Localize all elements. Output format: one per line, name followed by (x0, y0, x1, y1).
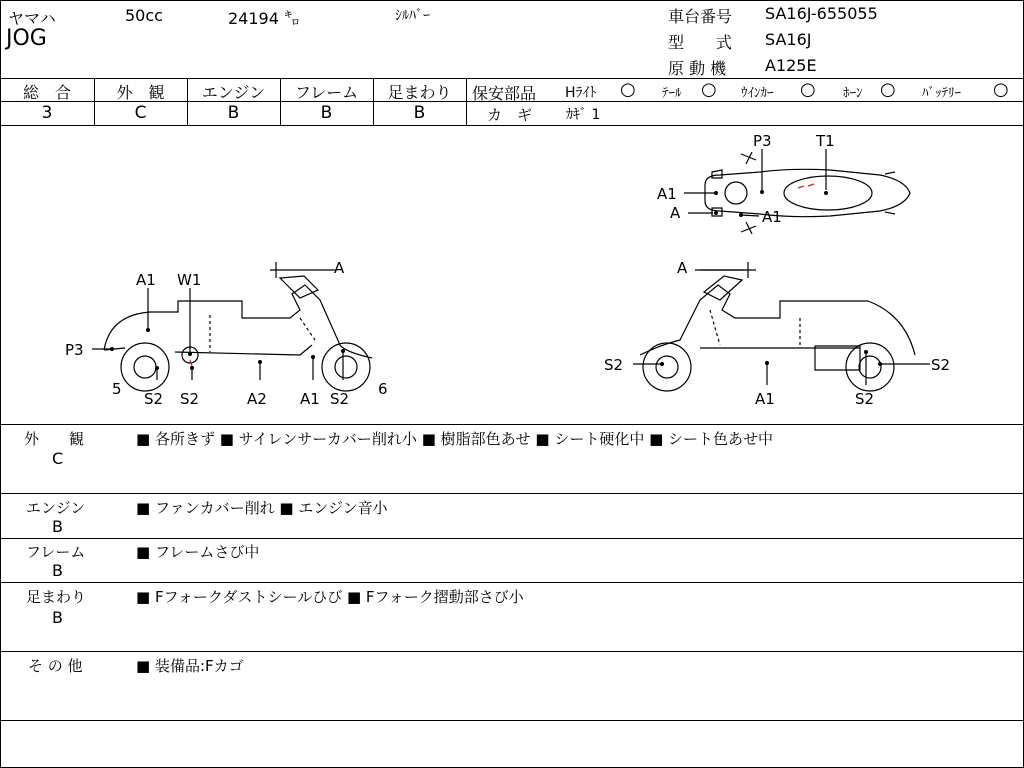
headlight-label: Hﾗｲﾄ (565, 85, 597, 101)
section-frame-label: フレーム (26, 543, 86, 561)
model-name: JOG (6, 26, 47, 51)
exterior-grade: C (134, 103, 147, 123)
section-engine-text: ■ ファンカバー削れ ■ エンジン音小 (136, 499, 388, 517)
suspension-grade: B (413, 103, 426, 123)
winker-label: ｳｲﾝｶｰ (741, 86, 774, 101)
section-suspension-grade: B (52, 608, 63, 627)
section-suspension-text: ■ Fフォークダストシールひび ■ Fフォーク摺動部さび小 (136, 588, 524, 606)
damage-diagram (0, 126, 1024, 424)
overall-grade: 3 (41, 103, 53, 123)
left-w1: W1 (177, 271, 202, 289)
frame-grade: B (320, 103, 333, 123)
left-5: 5 (112, 380, 122, 398)
top-a: A (670, 204, 681, 222)
suspension-label: 足まわり (387, 83, 452, 102)
safety-label: 保安部品 (472, 84, 537, 103)
frame-number-value: SA16J-655055 (765, 4, 878, 23)
right-s2c: S2 (855, 390, 875, 408)
engine-label: エンジン (201, 83, 266, 102)
left-p3: P3 (65, 341, 84, 359)
battery-label: ﾊﾞｯﾃﾘｰ (922, 86, 961, 101)
key-label: カ ギ (487, 106, 533, 124)
section-engine-grade: B (52, 517, 63, 536)
winker-ok-icon: ○ (800, 79, 816, 100)
scooter-top-view (705, 152, 910, 234)
section-suspension-label: 足まわり (26, 588, 87, 606)
section-other-label: そ の 他 (28, 657, 83, 675)
right-a1: A1 (755, 390, 775, 408)
left-6: 6 (378, 380, 388, 398)
mileage: 24194 ㌔ (228, 9, 300, 28)
displacement: 50cc (125, 6, 163, 25)
type-value: SA16J (765, 30, 812, 49)
right-s2a: S2 (604, 356, 624, 374)
color: ｼﾙﾊﾞｰ (395, 8, 430, 24)
battery-ok-icon: ○ (993, 79, 1009, 100)
headlight-ok-icon: ○ (620, 79, 636, 100)
top-t1: T1 (816, 132, 835, 150)
right-a: A (677, 259, 688, 277)
horn-ok-icon: ○ (880, 79, 896, 100)
horn-label: ﾎｰﾝ (843, 86, 863, 101)
top-a1a: A1 (657, 185, 677, 203)
overall-label: 総 合 (22, 83, 71, 102)
tail-ok-icon: ○ (701, 79, 717, 100)
section-exterior-label: 外 観 (24, 430, 85, 448)
scooter-right-view (640, 262, 915, 391)
section-frame-grade: B (52, 561, 63, 580)
section-exterior-text: ■ 各所きず ■ サイレンサーカバー削れ小 ■ 樹脂部色あせ ■ シート硬化中 ■ シート色あせ中 (136, 430, 774, 448)
engine-model-value: A125E (765, 56, 817, 75)
engine-model-label: 原 動 機 (668, 59, 727, 78)
left-s2b: S2 (180, 390, 200, 408)
frame-number-label: 車台番号 (668, 7, 733, 26)
section-engine-label: エンジン (26, 499, 86, 517)
left-a1: A1 (136, 271, 156, 289)
tail-label: ﾃｰﾙ (662, 86, 682, 101)
left-s2a: S2 (144, 390, 164, 408)
left-a1b: A1 (300, 390, 320, 408)
engine-grade: B (227, 103, 240, 123)
frame-label: フレーム (294, 83, 359, 102)
left-a: A (334, 259, 345, 277)
top-a1b: A1 (762, 208, 782, 226)
section-frame-text: ■ フレームさび中 (136, 543, 260, 561)
type-label: 型 式 (668, 33, 733, 52)
maker: ヤマハ (8, 9, 56, 28)
key-value: ｶｷﾞ 1 (566, 107, 601, 123)
section-other-text: ■ 装備品:Fカゴ (136, 657, 244, 675)
left-s2c: S2 (330, 390, 350, 408)
top-p3: P3 (753, 132, 772, 150)
section-exterior-grade: C (52, 449, 64, 468)
left-a2: A2 (247, 390, 267, 408)
exterior-label: 外 観 (116, 83, 165, 102)
right-s2b: S2 (931, 356, 951, 374)
